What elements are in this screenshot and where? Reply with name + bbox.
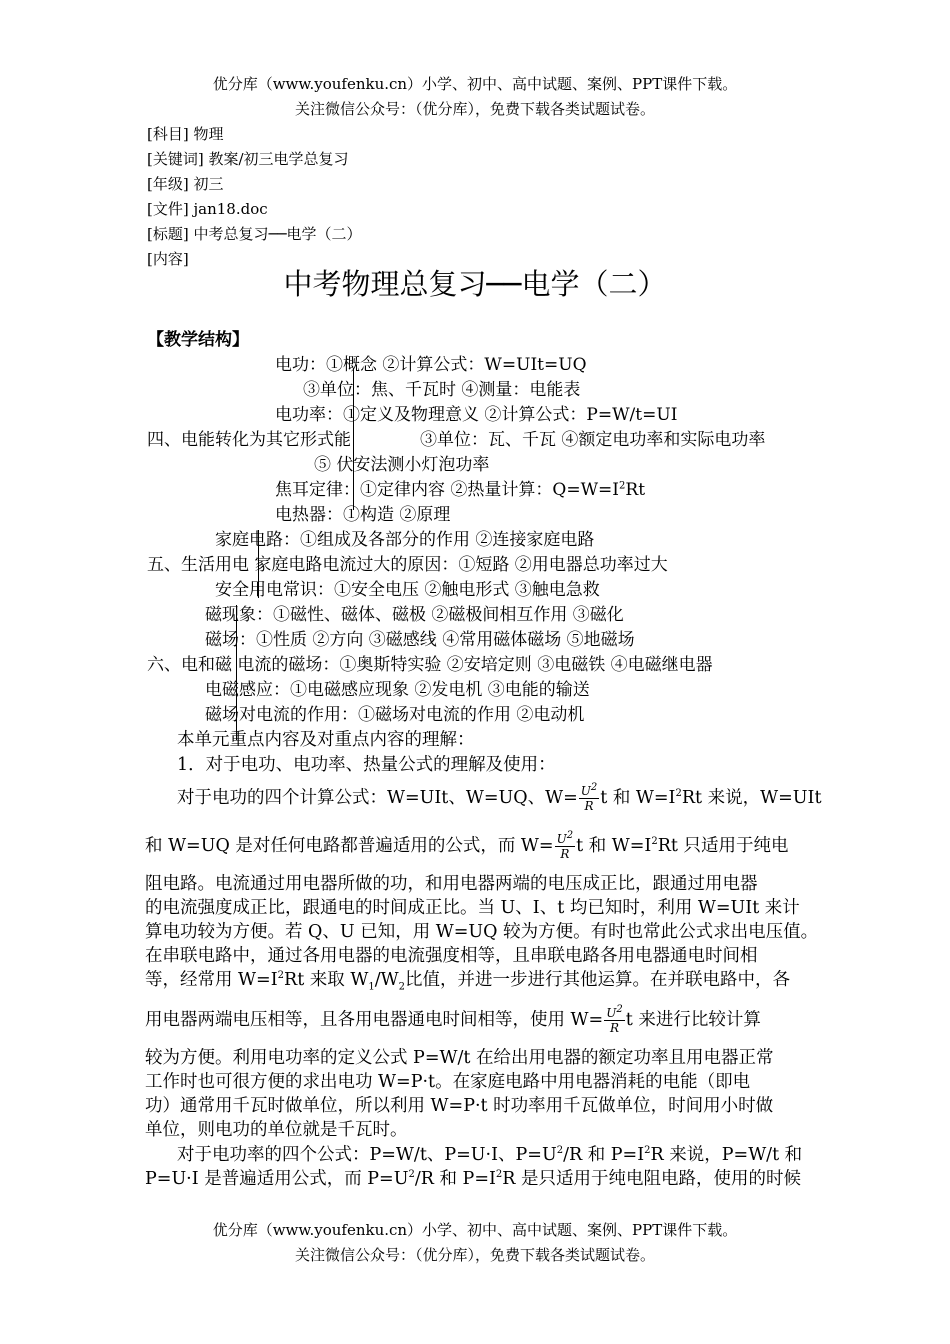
structure-line: 电磁感应：①电磁感应现象 ②发电机 ③电能的输送 [205,680,590,700]
paragraph-line: 和 W=UQ 是对任何电路都普遍适用的公式，而 W= $\frac{U^2}{R}$ t 和 $W=I^2Rt$ 只适用于纯电 [145,830,789,861]
paragraph-line: 阻电路。电流通过用电器所做的功，和用电器两端的电压成正比，跟通过用电器 [145,874,758,894]
paragraph-line: 用电器两端电压相等，且各用电器通电时间相等，使用 W= $\frac{U^2}{R}$ t 来进行比较计算 [145,1004,761,1035]
fraction-u2-over-r: $\frac{U^2}{R}$ [606,1004,623,1035]
meta-grade: [年级] 初三 [147,175,224,193]
paragraph-line: 1．对于电功、电功率、热量公式的理解及使用： [177,755,556,775]
structure-line: 电热器：①构造 ②原理 [275,505,451,525]
paragraph-line: 算电功较为方便。若 Q、U 已知，用 W=UQ 较为方便。有时也常此公式求出电压值。 [145,922,819,942]
footer-line-2: 关注微信公众号：（优分库），免费下载各类试题试卷。 [294,1246,655,1264]
meta-content: [内容] [147,250,189,268]
paragraph-line: 较为方便。利用电功率的定义公式 P=W/t 在给出用电器的额定功率且用电器正常 [145,1048,774,1068]
paragraph-line: 对于电功率的四个公式：P=W/t、P=U·I、$P=U^2/R$ 和 $P=I^2R$ 来说，P=W/t 和 [177,1145,803,1165]
paragraph-line: 本单元重点内容及对重点内容的理解： [177,730,475,750]
section-heading: 【教学结构】 [147,330,249,350]
structure-line: 安全用电常识：①安全电压 ②触电形式 ③触电急救 [215,580,600,600]
meta-file: [文件] jan18.doc [147,200,268,218]
structure-line: 磁现象：①磁性、磁体、磁极 ②磁极间相互作用 ③磁化 [205,605,624,625]
structure-line: 五、生活用电 家庭电路电流过大的原因：①短路 ②用电器总功率过大 [147,555,668,575]
structure-line: ③单位：焦、千瓦时 ④测量：电能表 [303,380,581,400]
paragraph-line: 功）通常用千瓦时做单位，所以利用 W=P·t 时功率用千瓦做单位，时间用小时做 [145,1096,774,1116]
structure-line: 电功：①概念 ②计算公式：W=UIt=UQ [275,355,587,375]
paragraph-line: P=U·I 是普遍适用公式，而 $P=U^2/R$ 和 $P=I^2R$ 是只适用于纯电阻电路，使用的时候 [145,1169,802,1189]
paragraph-line: 单位，则电功的单位就是千瓦时。 [145,1120,408,1140]
meta-title: [标题] 中考总复习──电学（二） [147,225,362,243]
structure-line: 六、电和磁 电流的磁场：①奥斯特实验 ②安培定则 ③电磁铁 ④电磁继电器 [147,655,713,675]
meta-keywords: [关键词] 教案/初三电学总复习 [147,150,349,168]
paragraph-line: 在串联电路中，通过各用电器的电流强度相等，且串联电路各用电器通电时间相 [145,946,758,966]
footer-line-1: 优分库（www.youfenku.cn）小学、初中、高中试题、案例、PPT课件下载。 [212,1221,738,1239]
structure-line: 电功率：①定义及物理意义 ②计算公式：P=W/t=UI [275,405,678,425]
meta-subject: [科目] 物理 [147,125,224,143]
paragraph-line: 对于电功的四个计算公式：W=UIt、W=UQ、W= $\frac{U^2}{R}$ t 和 $W=I^2Rt$ 来说，W=UIt [177,782,822,813]
fraction-u2-over-r: $\frac{U^2}{R}$ [580,782,598,813]
page-title: 中考物理总复习──电学（二） [283,267,667,301]
structure-line: 家庭电路：①组成及各部分的作用 ②连接家庭电路 [215,530,595,550]
structure-line: ③单位：瓦、千瓦 ④额定电功率和实际电功率 [420,430,766,450]
fraction-u2-over-r: $\frac{U^2}{R}$ [556,830,574,861]
structure-line: 磁场对电流的作用：①磁场对电流的作用 ②电动机 [205,705,585,725]
structure-line: 焦耳定律：①定律内容 ②热量计算：$Q=W=I^2Rt$ [275,480,646,500]
header-line-1: 优分库（www.youfenku.cn）小学、初中、高中试题、案例、PPT课件下载。 [212,75,738,93]
structure-line: 四、电能转化为其它形式能 [147,430,351,450]
structure-line: ⑤ 伏安法测小灯泡功率 [314,455,490,475]
paragraph-line: 的电流强度成正比，跟通电的时间成正比。当 U、I、t 均已知时，利用 W=UIt 来计 [145,898,800,918]
paragraph-line: 工作时也可很方便的求出电功 W=P·t。在家庭电路中用电器消耗的电能（即电 [145,1072,751,1092]
paragraph-line: 等，经常用 $W=I^2Rt$ 来取 $W_1/W_2$比值，并进一步进行其他运算。在并联电路中，各 [145,970,790,993]
header-line-2: 关注微信公众号：（优分库），免费下载各类试题试卷。 [294,100,655,118]
structure-line: 磁场：①性质 ②方向 ③磁感线 ④常用磁体磁场 ⑤地磁场 [205,630,635,650]
